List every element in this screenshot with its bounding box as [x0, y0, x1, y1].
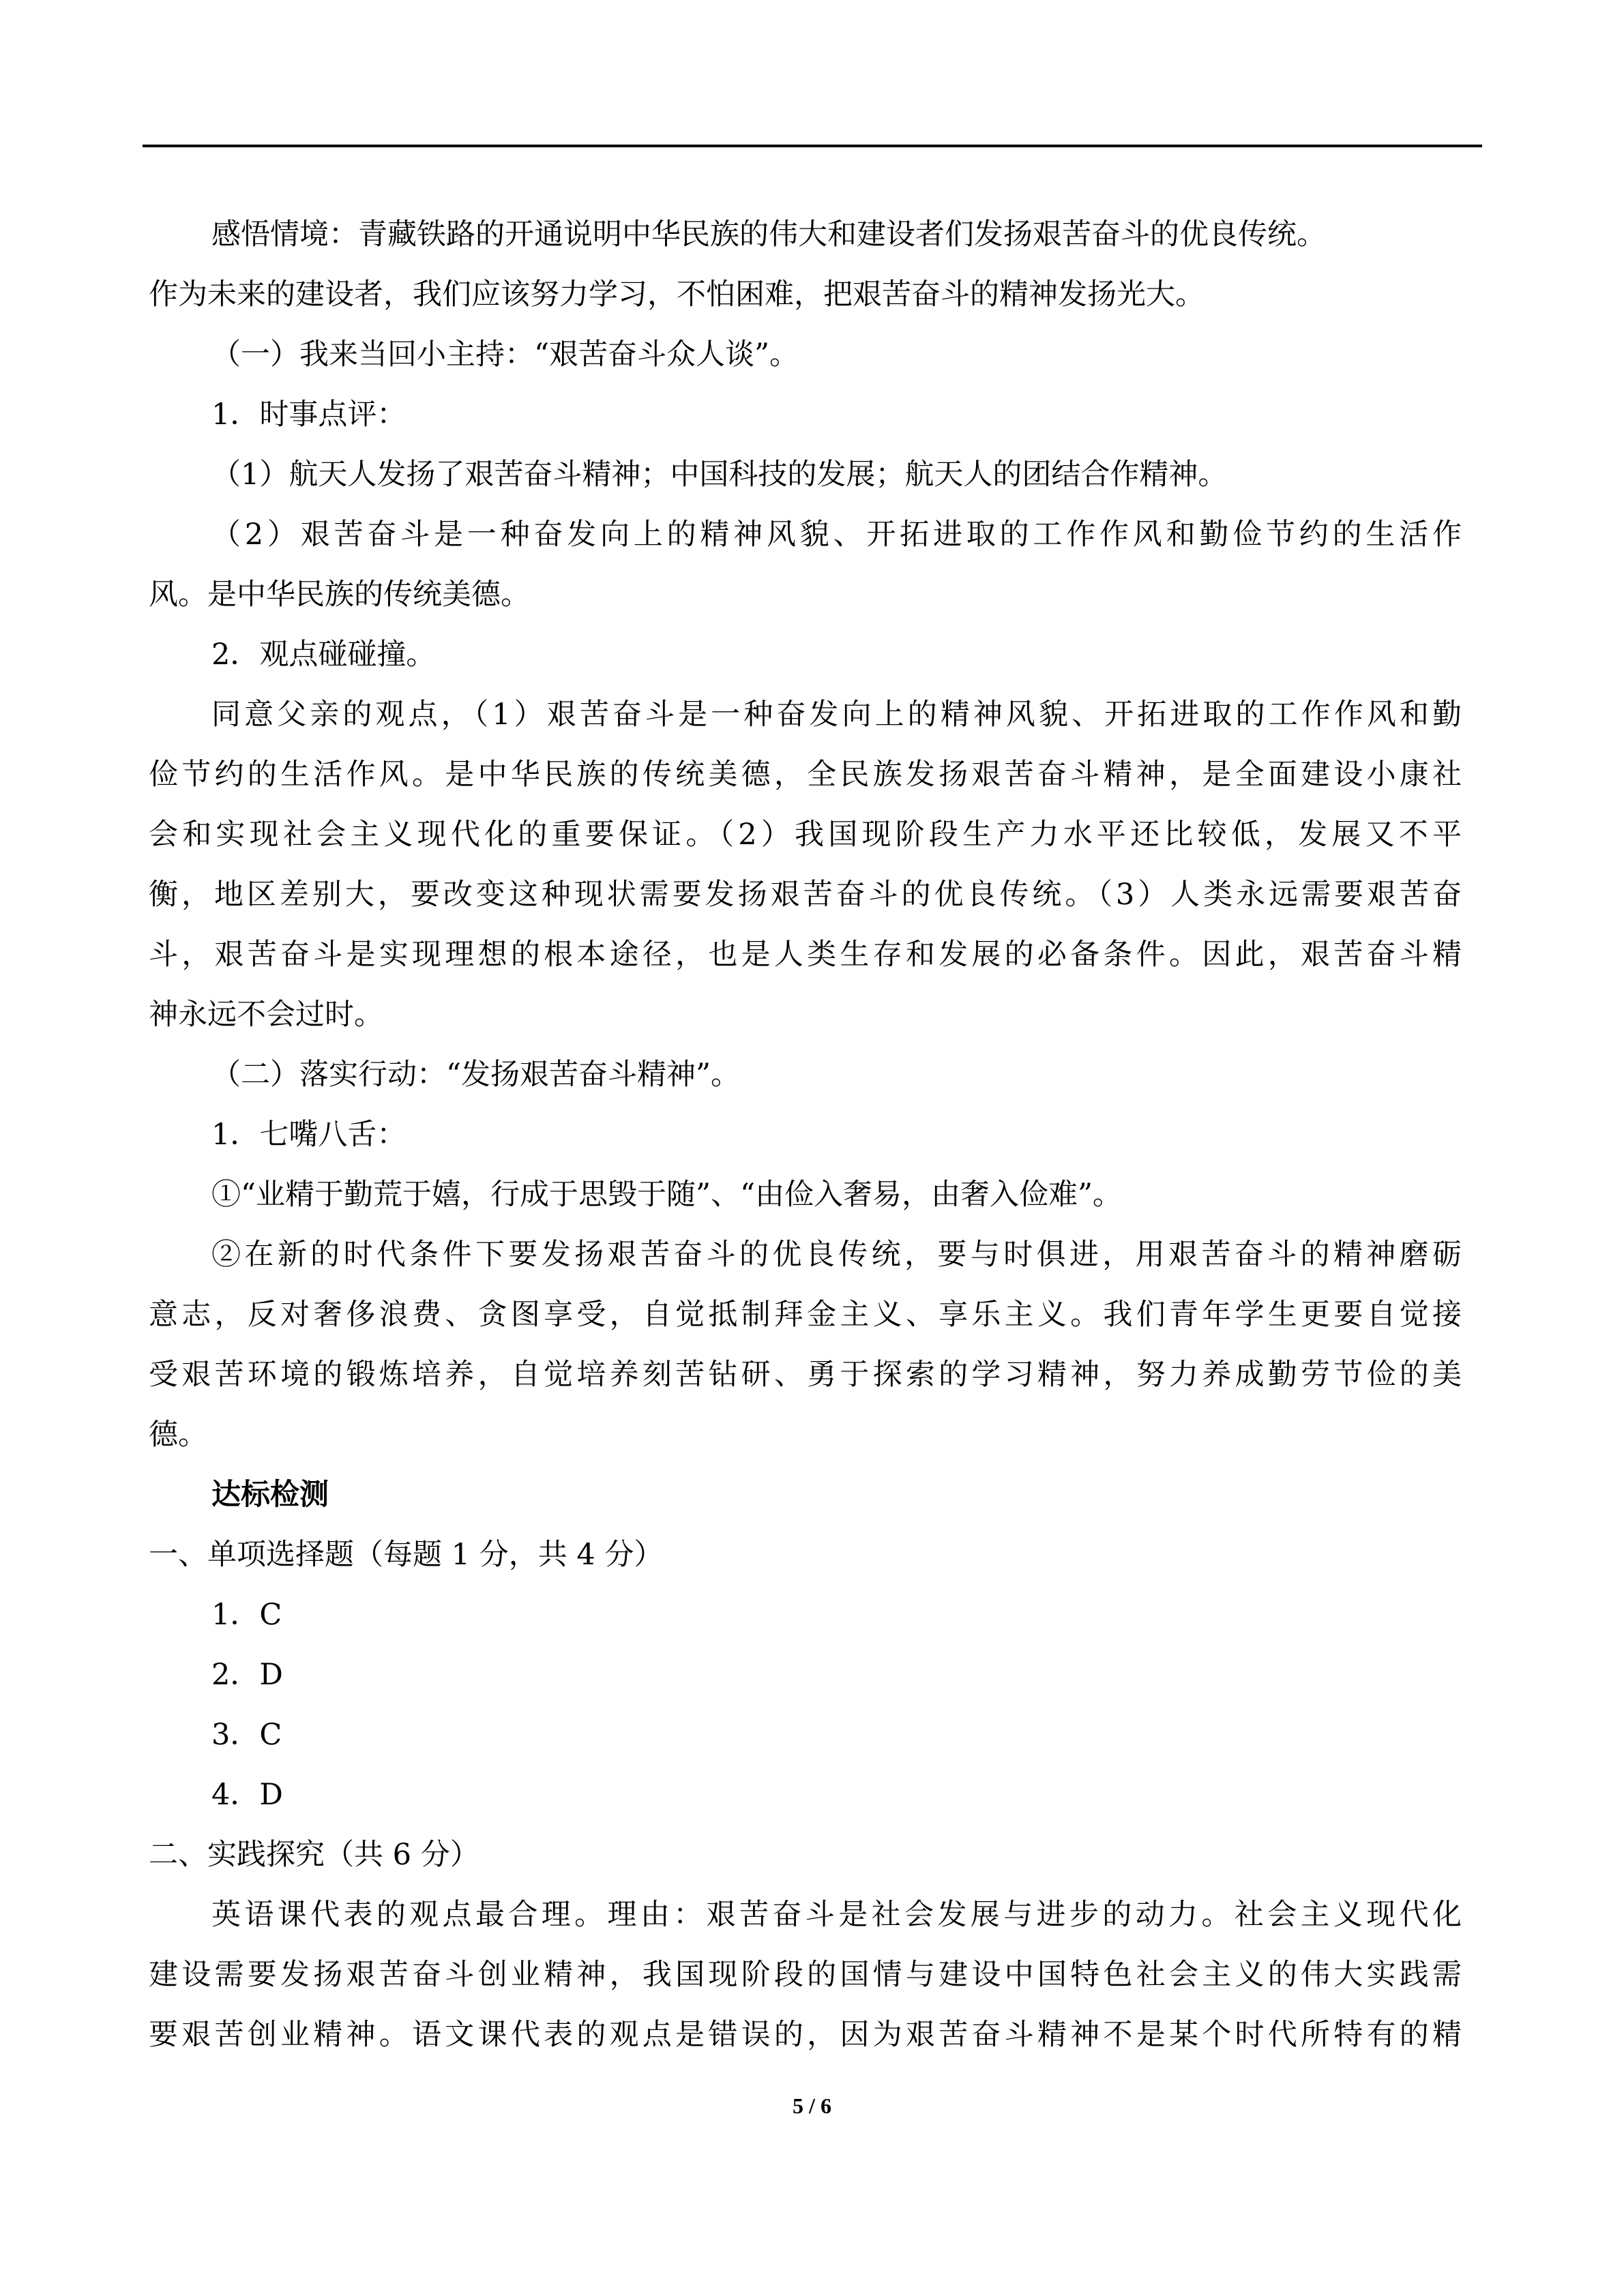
question-section-heading: 二、实践探究（共 6 分）: [149, 1838, 479, 1872]
subheading: 1．七嘴八舌：: [211, 1118, 407, 1152]
paragraph-line: 俭节约的生活作风。是中华民族的传统美德，全民族发扬艰苦奋斗精神，是全面建设小康社: [149, 758, 1462, 792]
paragraph-line: ②在新的时代条件下要发扬艰苦奋斗的优良传统，要与时俱进，用艰苦奋斗的精神磨砺: [211, 1238, 1462, 1272]
paragraph-line: 要艰苦创业精神。语文课代表的观点是错误的，因为艰苦奋斗精神不是某个时代所特有的精: [149, 2018, 1462, 2052]
section-heading: （二）落实行动：“发扬艰苦奋斗精神”。: [211, 1058, 740, 1092]
subheading: 1．时事点评：: [211, 398, 407, 432]
paragraph-line: 斗，艰苦奋斗是实现理想的根本途径，也是人类生存和发展的必备条件。因此，艰苦奋斗精: [149, 938, 1462, 972]
section-heading: （一）我来当回小主持：“艰苦奋斗众人谈”。: [211, 338, 799, 372]
answer-item: 2．D: [211, 1658, 283, 1692]
paragraph-line: 衡，地区差别大，要改变这种现状需要发扬艰苦奋斗的优良传统。（3）人类永远需要艰苦奋: [149, 878, 1462, 912]
paragraph-line: 建设需要发扬艰苦奋斗创业精神，我国现阶段的国情与建设中国特色社会主义的伟大实践需: [149, 1958, 1462, 1992]
document-body: [149, 205, 1462, 2065]
answer-item: 1．C: [211, 1598, 282, 1632]
paragraph-line: 作为未来的建设者，我们应该努力学习，不怕困难，把艰苦奋斗的精神发扬光大。: [149, 278, 1205, 312]
question-section-heading: 一、单项选择题（每题 1 分，共 4 分）: [149, 1538, 664, 1572]
paragraph-line: 英语课代表的观点最合理。理由：艰苦奋斗是社会发展与进步的动力。社会主义现代化: [211, 1898, 1462, 1932]
paragraph-line: 风。是中华民族的传统美德。: [149, 578, 530, 612]
paragraph-line: 同意父亲的观点，（1）艰苦奋斗是一种奋发向上的精神风貌、开拓进取的工作作风和勤: [211, 698, 1462, 732]
subheading: 2．观点碰碰撞。: [211, 638, 436, 672]
paragraph-line: 德。: [149, 1418, 207, 1452]
page-number: 5 / 6: [793, 2093, 831, 2118]
paragraph-line: 感悟情境：青藏铁路的开通说明中华民族的伟大和建设者们发扬艰苦奋斗的优良传统。: [211, 218, 1326, 252]
paragraph-line: ①“业精于勤荒于嬉，行成于思毁于随”、“由俭入奢易，由奢入俭难”。: [211, 1178, 1122, 1212]
header-rule: [143, 145, 1482, 147]
paragraph-line: 意志，反对奢侈浪费、贪图享受，自觉抵制拜金主义、享乐主义。我们青年学生更要自觉接: [149, 1298, 1462, 1332]
answer-item: 4．D: [211, 1778, 283, 1812]
paragraph-line: 神永远不会过时。: [149, 998, 383, 1032]
paragraph-line: 会和实现社会主义现代化的重要保证。（2）我国现阶段生产力水平还比较低，发展又不平: [149, 818, 1462, 852]
paragraph-line: （2）艰苦奋斗是一种奋发向上的精神风貌、开拓进取的工作作风和勤俭节约的生活作: [211, 518, 1462, 552]
paragraph-line: 受艰苦环境的锻炼培养，自觉培养刻苦钻研、勇于探索的学习精神，努力养成勤劳节俭的美: [149, 1358, 1462, 1392]
answer-item: 3．C: [211, 1718, 282, 1752]
section-title: 达标检测: [211, 1478, 329, 1512]
paragraph-line: （1）航天人发扬了艰苦奋斗精神；中国科技的发展；航天人的团结合作精神。: [211, 458, 1228, 492]
